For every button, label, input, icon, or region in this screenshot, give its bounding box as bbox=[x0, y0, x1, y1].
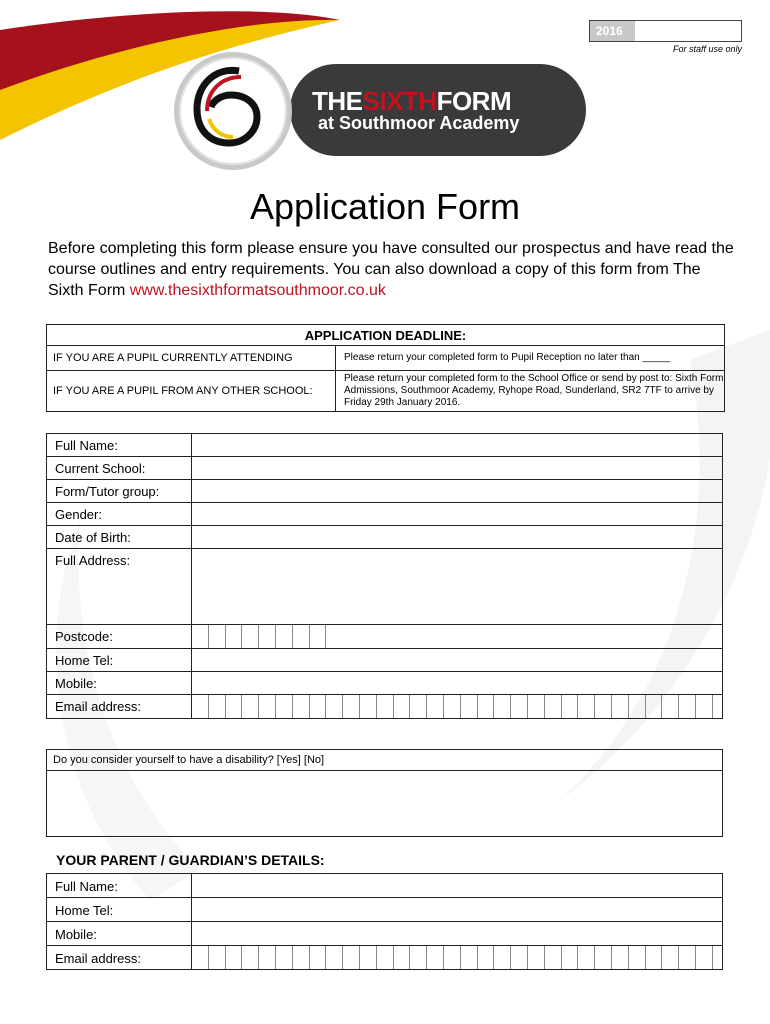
char-box[interactable] bbox=[629, 695, 646, 718]
char-box[interactable] bbox=[646, 695, 663, 718]
char-box[interactable] bbox=[545, 946, 562, 969]
char-box[interactable] bbox=[326, 695, 343, 718]
char-box[interactable] bbox=[226, 625, 243, 648]
intro-paragraph: Before completing this form please ensure you have consulted our prospectus and have read the course outlines and entry requirements. You can also download a copy of this form from The Sixth Form www.thesixthformatsouthmoor.co.uk bbox=[48, 240, 734, 299]
char-box[interactable] bbox=[511, 695, 528, 718]
parent-details-table bbox=[46, 873, 723, 970]
char-box[interactable] bbox=[528, 946, 545, 969]
char-box[interactable] bbox=[259, 946, 276, 969]
char-box[interactable] bbox=[293, 946, 310, 969]
logo-emblem bbox=[174, 52, 292, 170]
char-box[interactable] bbox=[209, 946, 226, 969]
char-box[interactable] bbox=[696, 946, 713, 969]
char-box[interactable] bbox=[276, 946, 293, 969]
char-box[interactable] bbox=[310, 946, 327, 969]
mobile-label: Mobile: bbox=[47, 672, 192, 695]
char-box[interactable] bbox=[478, 946, 495, 969]
parent-mobile-field[interactable] bbox=[192, 922, 723, 946]
char-box[interactable] bbox=[410, 946, 427, 969]
deadline-other-label: IF YOU ARE A PUPIL FROM ANY OTHER SCHOOL: bbox=[47, 371, 336, 412]
deadline-heading: APPLICATION DEADLINE: bbox=[47, 325, 725, 346]
char-box[interactable] bbox=[293, 625, 310, 648]
char-box[interactable] bbox=[595, 946, 612, 969]
parent-mobile-label: Mobile: bbox=[47, 922, 192, 946]
char-box[interactable] bbox=[478, 695, 495, 718]
char-box[interactable] bbox=[646, 946, 663, 969]
char-box[interactable] bbox=[192, 625, 209, 648]
char-box[interactable] bbox=[595, 695, 612, 718]
char-box[interactable] bbox=[377, 946, 394, 969]
form-group-field[interactable] bbox=[192, 480, 723, 503]
parent-full-name-label: Full Name: bbox=[47, 874, 192, 898]
deadline-table bbox=[46, 324, 725, 412]
char-box[interactable] bbox=[578, 946, 595, 969]
char-box[interactable] bbox=[242, 625, 259, 648]
char-box[interactable] bbox=[696, 695, 713, 718]
dob-field[interactable] bbox=[192, 526, 723, 549]
staff-use-box bbox=[589, 20, 742, 42]
disability-box bbox=[46, 749, 723, 837]
full-name-field[interactable] bbox=[192, 434, 723, 457]
current-school-field[interactable] bbox=[192, 457, 723, 480]
deadline-current-text: Please return your completed form to Pupil Reception no later than _____ bbox=[336, 346, 725, 371]
char-box[interactable] bbox=[612, 695, 629, 718]
char-box[interactable] bbox=[276, 625, 293, 648]
char-box[interactable] bbox=[259, 625, 276, 648]
char-box[interactable] bbox=[259, 695, 276, 718]
char-box[interactable] bbox=[629, 946, 646, 969]
char-box[interactable] bbox=[679, 695, 696, 718]
char-box[interactable] bbox=[326, 946, 343, 969]
applicant-details-table bbox=[46, 433, 723, 719]
char-box[interactable] bbox=[226, 695, 243, 718]
char-box[interactable] bbox=[394, 695, 411, 718]
char-box[interactable] bbox=[461, 946, 478, 969]
char-box[interactable] bbox=[461, 695, 478, 718]
address-field[interactable] bbox=[192, 549, 723, 625]
home-tel-field[interactable] bbox=[192, 649, 723, 672]
char-box[interactable] bbox=[494, 946, 511, 969]
mobile-field[interactable] bbox=[192, 672, 723, 695]
char-box[interactable] bbox=[242, 695, 259, 718]
char-box[interactable] bbox=[444, 695, 461, 718]
char-box[interactable] bbox=[511, 946, 528, 969]
staff-note: For staff use only bbox=[672, 44, 742, 54]
char-box[interactable] bbox=[226, 946, 243, 969]
postcode-label: Postcode: bbox=[47, 625, 192, 649]
char-box[interactable] bbox=[578, 695, 595, 718]
parent-home-tel-field[interactable] bbox=[192, 898, 723, 922]
deadline-other-text: Please return your completed form to the School Office or send by post to: Sixth Form Admissions, Southmoor Academy, Ryhope Road, Sunderland, SR2 7TF to arrive by Friday 29th January 2016. bbox=[336, 371, 725, 412]
website-link[interactable]: www.thesixthformatsouthmoor.co.uk bbox=[129, 282, 386, 299]
char-box[interactable] bbox=[427, 695, 444, 718]
form-group-label: Form/Tutor group: bbox=[47, 480, 192, 503]
char-box[interactable] bbox=[310, 695, 327, 718]
email-label: Email address: bbox=[47, 695, 192, 719]
deadline-current-label: IF YOU ARE A PUPIL CURRENTLY ATTENDING bbox=[47, 346, 336, 371]
disability-question: Do you consider yourself to have a disability? [Yes] [No] bbox=[53, 754, 325, 766]
current-school-label: Current School: bbox=[47, 457, 192, 480]
char-box[interactable] bbox=[494, 695, 511, 718]
email-field[interactable] bbox=[192, 695, 723, 719]
parent-home-tel-label: Home Tel: bbox=[47, 898, 192, 922]
logo-title: THESIXTHFORM bbox=[312, 86, 512, 116]
char-box[interactable] bbox=[377, 695, 394, 718]
char-box[interactable] bbox=[293, 695, 310, 718]
logo-subtitle: at Southmoor Academy bbox=[318, 113, 520, 133]
staff-year: 2016 bbox=[590, 21, 635, 41]
char-box[interactable] bbox=[444, 946, 461, 969]
char-box[interactable] bbox=[360, 695, 377, 718]
char-box[interactable] bbox=[562, 695, 579, 718]
gender-field[interactable] bbox=[192, 503, 723, 526]
char-box[interactable] bbox=[662, 695, 679, 718]
parent-email-label: Email address: bbox=[47, 946, 192, 970]
char-box[interactable] bbox=[209, 625, 226, 648]
char-box[interactable] bbox=[427, 946, 444, 969]
char-box[interactable] bbox=[242, 946, 259, 969]
divider bbox=[47, 770, 722, 771]
full-name-label: Full Name: bbox=[47, 434, 192, 457]
char-box[interactable] bbox=[276, 695, 293, 718]
dob-label: Date of Birth: bbox=[47, 526, 192, 549]
char-box[interactable] bbox=[545, 695, 562, 718]
char-box[interactable] bbox=[612, 946, 629, 969]
address-label: Full Address: bbox=[47, 549, 192, 625]
char-box[interactable] bbox=[528, 695, 545, 718]
char-box[interactable] bbox=[192, 695, 209, 718]
home-tel-label: Home Tel: bbox=[47, 649, 192, 672]
char-box[interactable] bbox=[343, 946, 360, 969]
char-box[interactable] bbox=[192, 946, 209, 969]
char-box[interactable] bbox=[679, 946, 696, 969]
postcode-field[interactable] bbox=[192, 625, 723, 649]
page-title: Application Form bbox=[249, 186, 521, 227]
char-box[interactable] bbox=[662, 946, 679, 969]
char-box[interactable] bbox=[394, 946, 411, 969]
char-box[interactable] bbox=[360, 946, 377, 969]
six-emblem-icon bbox=[179, 57, 277, 155]
parent-section-heading: YOUR PARENT / GUARDIAN’S DETAILS: bbox=[56, 852, 325, 868]
parent-email-field[interactable] bbox=[192, 946, 723, 970]
char-box[interactable] bbox=[410, 695, 427, 718]
char-box[interactable] bbox=[209, 695, 226, 718]
char-box[interactable] bbox=[343, 695, 360, 718]
gender-label: Gender: bbox=[47, 503, 192, 526]
parent-full-name-field[interactable] bbox=[192, 874, 723, 898]
char-box[interactable] bbox=[310, 625, 327, 648]
char-box[interactable] bbox=[562, 946, 579, 969]
